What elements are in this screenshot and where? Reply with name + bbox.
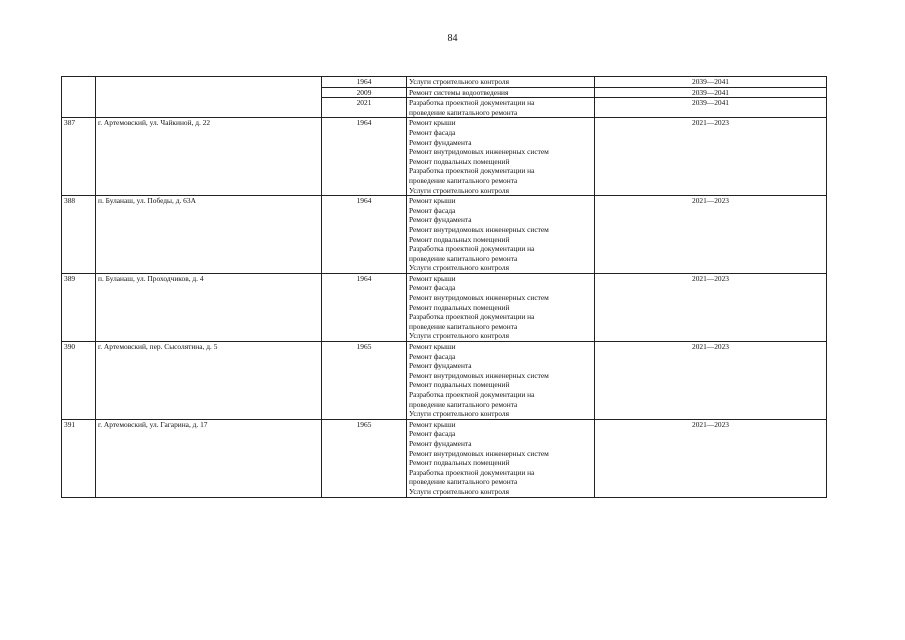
work-item: Разработка проектной документации на <box>409 244 535 254</box>
period-cell <box>595 419 827 497</box>
table-body <box>62 77 827 498</box>
work-item: Ремонт крыши <box>409 342 456 352</box>
work-cell <box>407 273 595 341</box>
work-item: Ремонт фундамента <box>409 438 472 448</box>
address-text: г. Артемовский, пер. Сысолятина, д. 5 <box>98 342 218 352</box>
work-item: Ремонт крыши <box>409 196 456 206</box>
period-value: 2039—2041 <box>692 87 729 97</box>
record-number: 391 <box>64 419 76 429</box>
year-cell <box>322 419 407 497</box>
work-item: Ремонт крыши <box>409 419 456 429</box>
address-text: г. Артемовский, ул. Чайкиной, д. 22 <box>98 118 211 128</box>
address-cell <box>96 77 322 118</box>
table-row <box>62 273 827 341</box>
year-cell <box>322 77 407 88</box>
work-item: Ремонт фасада <box>409 283 456 293</box>
work-item: Ремонт фасада <box>409 351 456 361</box>
work-item: Услуги строительного контроля <box>409 486 509 496</box>
address-cell <box>96 118 322 196</box>
work-item: проведение капитального ремонта <box>409 321 518 331</box>
period-value: 2021—2023 <box>692 273 729 283</box>
record-number-cell <box>62 273 96 341</box>
work-item: Ремонт подвальных помещений <box>409 458 510 468</box>
year-value: 1964 <box>356 118 372 128</box>
page-number: 84 <box>447 33 458 44</box>
work-item: проведение капитального ремонта <box>409 399 518 409</box>
year-value: 2009 <box>356 87 372 97</box>
address-cell <box>96 196 322 274</box>
record-number: 388 <box>64 196 76 206</box>
period-cell <box>595 98 827 118</box>
work-item: Ремонт подвальных помещений <box>409 156 510 166</box>
table-row <box>62 342 827 420</box>
work-item: Ремонт системы водоотведения <box>409 87 509 97</box>
work-item: Ремонт подвальных помещений <box>409 380 510 390</box>
period-cell <box>595 87 827 98</box>
record-number: 390 <box>64 342 76 352</box>
work-cell <box>407 98 595 118</box>
work-item: проведение капитального ремонта <box>409 477 518 487</box>
work-item: Ремонт фундамента <box>409 137 472 147</box>
period-value: 2021—2023 <box>692 118 729 128</box>
year-value: 2021 <box>356 98 372 108</box>
record-number-cell <box>62 118 96 196</box>
work-item: Ремонт крыши <box>409 118 456 128</box>
year-cell <box>322 98 407 118</box>
record-number-cell <box>62 419 96 497</box>
work-item: Ремонт внутридомовых инженерных систем <box>409 224 549 234</box>
work-item: Разработка проектной документации на <box>409 390 535 399</box>
work-cell <box>407 77 595 88</box>
period-value: 2021—2023 <box>692 196 729 206</box>
work-cell <box>407 419 595 497</box>
record-number: 387 <box>64 118 76 128</box>
period-value: 2039—2041 <box>692 98 729 108</box>
work-item: Ремонт внутридомовых инженерных систем <box>409 370 549 380</box>
year-cell <box>322 87 407 98</box>
work-item: Разработка проектной документации на <box>409 312 535 322</box>
work-item: проведение капитального ремонта <box>409 107 518 117</box>
period-value: 2039—2041 <box>692 77 729 86</box>
work-item: Разработка проектной документации на <box>409 98 535 108</box>
capital-repair-table <box>61 76 827 498</box>
table-row <box>62 118 827 196</box>
work-item: Услуги строительного контроля <box>409 185 509 195</box>
work-cell <box>407 87 595 98</box>
year-cell <box>322 342 407 420</box>
year-value: 1964 <box>356 196 372 206</box>
record-number: 389 <box>64 273 76 283</box>
address-cell <box>96 419 322 497</box>
work-cell <box>407 196 595 274</box>
record-number-cell <box>62 196 96 274</box>
table-row <box>62 419 827 497</box>
work-item: Услуги строительного контроля <box>409 263 509 273</box>
year-value: 1964 <box>356 77 372 86</box>
work-item: Ремонт фасада <box>409 429 456 439</box>
work-item: Услуги строительного контроля <box>409 409 509 419</box>
work-item: Ремонт фасада <box>409 205 456 215</box>
period-cell <box>595 77 827 88</box>
period-value: 2021—2023 <box>692 419 729 429</box>
work-item: Разработка проектной документации на <box>409 467 535 477</box>
work-item: Ремонт фасада <box>409 127 456 137</box>
address-cell <box>96 342 322 420</box>
work-item: Ремонт внутридомовых инженерных систем <box>409 293 549 303</box>
work-item: проведение капитального ремонта <box>409 175 518 185</box>
year-cell <box>322 196 407 274</box>
period-cell <box>595 118 827 196</box>
work-cell <box>407 118 595 196</box>
year-value: 1965 <box>356 342 372 352</box>
continuation-row <box>62 77 827 88</box>
record-number-cell <box>62 342 96 420</box>
work-item: Ремонт фундамента <box>409 215 472 225</box>
address-text: г. Артемовский, ул. Гагарина, д. 17 <box>98 419 208 429</box>
table-row <box>62 196 827 274</box>
work-item: Разработка проектной документации на <box>409 166 535 176</box>
work-item: Ремонт крыши <box>409 273 456 283</box>
address-text: п. Буланаш, ул. Проходчиков, д. 4 <box>98 273 204 283</box>
address-text: п. Буланаш, ул. Победы, д. 63А <box>98 196 196 206</box>
period-cell <box>595 196 827 274</box>
address-cell <box>96 273 322 341</box>
work-item: Ремонт внутридомовых инженерных систем <box>409 448 549 458</box>
work-item: Услуги строительного контроля <box>409 77 509 86</box>
year-cell <box>322 118 407 196</box>
work-cell <box>407 342 595 420</box>
year-value: 1965 <box>356 419 372 429</box>
period-cell <box>595 273 827 341</box>
work-item: Ремонт фундамента <box>409 361 472 371</box>
year-value: 1964 <box>356 273 372 283</box>
work-item: Ремонт подвальных помещений <box>409 302 510 312</box>
work-item: Ремонт подвальных помещений <box>409 234 510 244</box>
work-item: Ремонт внутридомовых инженерных систем <box>409 147 549 157</box>
work-item: проведение капитального ремонта <box>409 253 518 263</box>
year-cell <box>322 273 407 341</box>
period-cell <box>595 342 827 420</box>
work-item: Услуги строительного контроля <box>409 331 509 341</box>
record-number-cell <box>62 77 96 118</box>
period-value: 2021—2023 <box>692 342 729 352</box>
